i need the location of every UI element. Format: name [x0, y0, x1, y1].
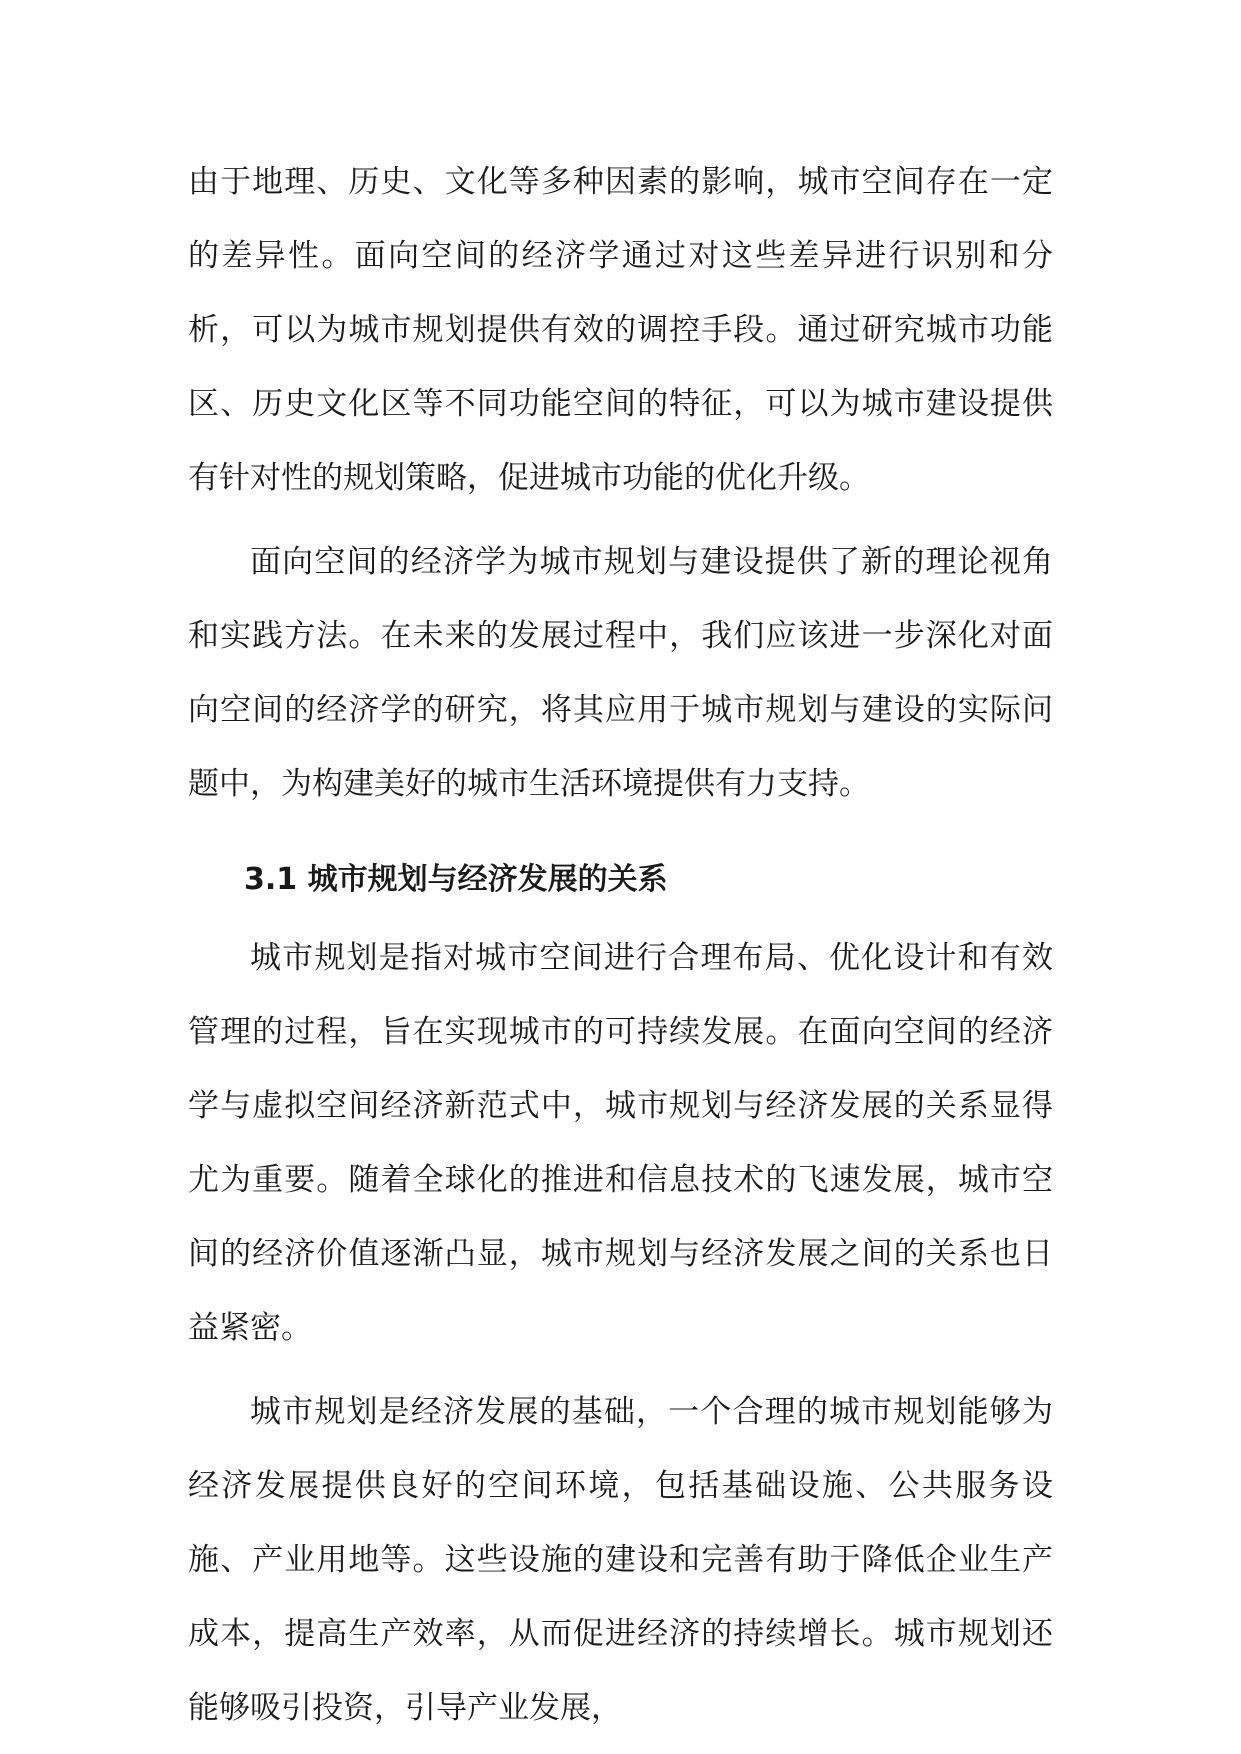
paragraph-new-perspective: 面向空间的经济学为城市规划与建设提供了新的理论视角和实践方法。在未来的发展过程中，我们应该进一步深化对面向空间的经济学的研究，将其应用于城市规划与建设的实际问题中，为构建美好的城市生活环境提供有力支持。 — [188, 544, 1053, 802]
paragraph-planning-definition: 城市规划是指对城市空间进行合理布局、优化设计和有效管理的过程，旨在实现城市的可持续发展。在面向空间的经济学与虚拟空间经济新范式中，城市规划与经济发展的关系显得尤为重要。随着全球化的推进和信息技术的飞速发展，城市空间的经济价值逐渐凸显，城市规划与经济发展之间的关系也日益紧密。 — [188, 940, 1053, 1346]
paragraph-planning-foundation: 城市规划是经济发展的基础，一个合理的城市规划能够为经济发展提供良好的空间环境，包括基础设施、公共服务设施、产业用地等。这些设施的建设和完善有助于降低企业生产成本，提高生产效率，从而促进经济的持续增长。城市规划还能够吸引投资，引导产业发展， — [188, 1394, 1053, 1726]
paragraph-spatial-differences: 由于地理、历史、文化等多种因素的影响，城市空间存在一定的差异性。面向空间的经济学通过对这些差异进行识别和分析，可以为城市规划提供有效的调控手段。通过研究城市功能区、历史文化区等不同功能空间的特征，可以为城市建设提供有针对性的规划策略，促进城市功能的优化升级。 — [188, 164, 1053, 496]
document-body — [188, 145, 1053, 1745]
section-heading-3-1: 3.1 城市规划与经济发展的关系 — [244, 862, 668, 897]
